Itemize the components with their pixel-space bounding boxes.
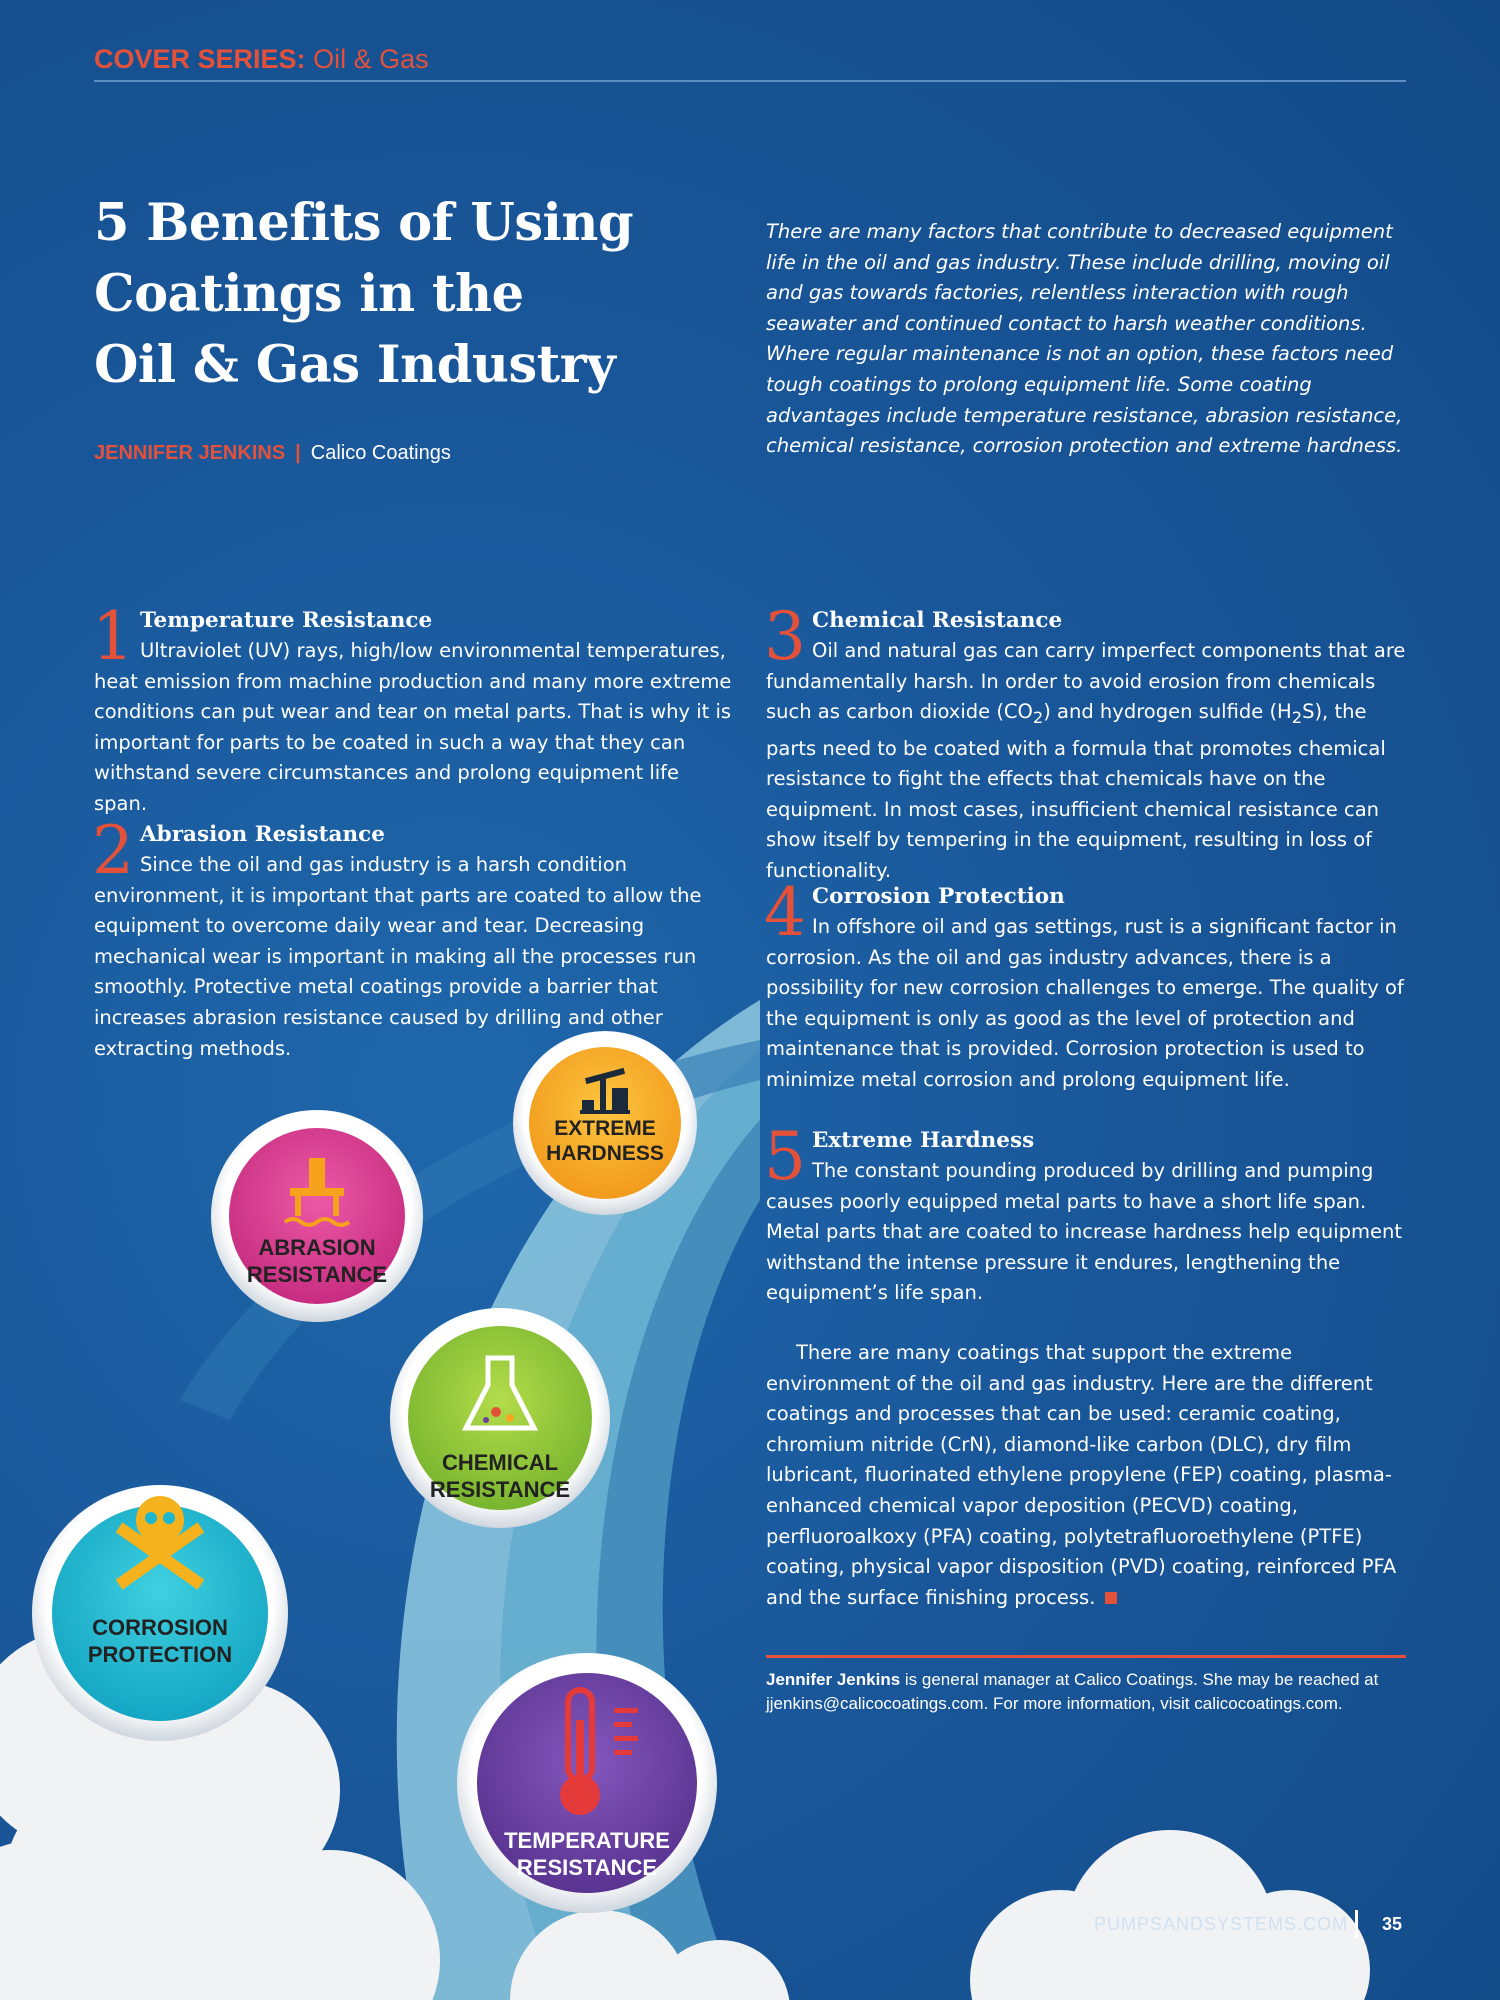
section-2	[92, 812, 734, 1064]
author-company: Calico Coatings	[310, 442, 451, 464]
series-topic: Oil & Gas	[313, 44, 429, 74]
section-heading: Chemical Resistance	[812, 608, 1063, 633]
badge-extreme-line2: HARDNESS	[546, 1142, 664, 1165]
footer-site: PUMPSANDSYSTEMS.COM	[1094, 1914, 1349, 1934]
badge-extreme-line1: EXTREME	[554, 1117, 656, 1140]
section-3	[764, 598, 1406, 887]
badge-abrasion-resistance	[211, 1110, 423, 1322]
badge-chemical-line2: RESISTANCE	[429, 1477, 571, 1502]
section-number: 1	[92, 598, 134, 675]
section-heading: Corrosion Protection	[812, 884, 1065, 909]
section-number: 5	[764, 1118, 806, 1195]
title-line-2: Coatings in the	[94, 264, 524, 324]
bio-name: Jennifer Jenkins	[766, 1670, 901, 1689]
author-name: JENNIFER JENKINS	[94, 442, 286, 464]
author-bio	[766, 1668, 1406, 1716]
badge-corrosion-line2: PROTECTION	[87, 1642, 233, 1667]
title-line-3: Oil & Gas Industry	[94, 335, 616, 395]
badge-corrosion-protection	[32, 1485, 288, 1741]
badge-temperature-resistance	[457, 1653, 717, 1913]
bio-rule	[766, 1655, 1406, 1658]
section-body: The constant pounding produced by drilling and pumping causes poorly equipped metal parts to have a short life span. Metal parts that are coated to increase hardness help equipment withstand the intense pressure it endures, lengthening the equipment’s life span.	[766, 1159, 1403, 1305]
title-line-1: 5 Benefits of Using	[94, 193, 634, 253]
section-1	[92, 598, 734, 820]
closing-text: There are many coatings that support the extreme environment of the oil and gas industry. Here are the different coatings and processes that can be used: ceramic coating, chromium nitride (CrN), diamond-like carbon (DLC), dry film lubricant, fluorinated ethylene propylene (FEP) coating, plasma-enhanced chemical vapor deposition (PECVD) coating, perfluoroalkoxy (PFA) coating, polytetrafluoroethylene (PTFE) coating, physical vapor disposition (PVD) coating, reinforced PFA and the surface finishing process.	[766, 1341, 1397, 1609]
bio-text: is general manager at Calico Coatings. She may be reached at jjenkins@calicocoatings.com. For more information, visit calicocoatings.com.	[766, 1670, 1379, 1713]
badge-abrasion-line1: ABRASION	[258, 1235, 376, 1260]
header-rule	[94, 80, 1406, 82]
series-label: COVER SERIES:	[94, 44, 306, 74]
section-heading: Extreme Hardness	[812, 1128, 1035, 1153]
byline-separator: |	[295, 442, 301, 464]
section-number: 2	[92, 812, 134, 889]
footer-divider	[1355, 1910, 1358, 1938]
section-heading: Abrasion Resistance	[140, 822, 385, 847]
closing-paragraph	[766, 1338, 1406, 1613]
page-number: 35	[1382, 1914, 1403, 1934]
article-title	[94, 188, 714, 401]
section-body-part-3: S), the parts need to be coated with a formula that promotes chemical resistance to fight the effects that chemicals have on the equipment. In most cases, insufficient chemical resistance can show itself by tempering in the equipment, resulting in loss of functionality.	[766, 700, 1386, 883]
subscript: 2	[1032, 708, 1044, 728]
series-header	[94, 44, 429, 75]
section-body-part-2: ) and hydrogen sulfide (H	[1043, 700, 1292, 724]
badge-temperature-line1: TEMPERATURE	[504, 1828, 670, 1853]
badge-chemical-line1: CHEMICAL	[441, 1450, 559, 1475]
byline	[94, 442, 451, 465]
end-mark	[1105, 1592, 1117, 1604]
section-body: Ultraviolet (UV) rays, high/low environmental temperatures, heat emission from machine production and many more extreme conditions can put wear and tear on metal parts. That is why it is important for parts to be coated in such a way that they can withstand severe circumstances and prolong equipment life span.	[94, 639, 732, 815]
badge-abrasion-line2: RESISTANCE	[246, 1262, 388, 1287]
section-body: In offshore oil and gas settings, rust is a significant factor in corrosion. As the oil and gas industry advances, there is a possibility for new corrosion challenges to emerge. The quality of the equipment is only as good as the level of protection and maintenance that is provided. Corrosion protection is used to minimize metal corrosion and prolong equipment life.	[766, 915, 1404, 1091]
article-intro: There are many factors that contribute to decreased equipment life in the oil and gas industry. These include drilling, moving oil and gas towards factories, relentless interaction with rough seawater and continued contact to harsh weather conditions. Where regular maintenance is not an option, these factors need tough coatings to prolong equipment life. Some coating advantages include temperature resistance, abrasion resistance, chemical resistance, corrosion protection and extreme hardness.	[766, 220, 1403, 458]
badge-corrosion-line1: CORROSION	[92, 1615, 228, 1640]
subscript: 2	[1291, 708, 1303, 728]
section-heading: Temperature Resistance	[140, 608, 433, 633]
section-number: 4	[764, 874, 806, 951]
section-5	[764, 1118, 1406, 1309]
badge-chemical-resistance	[390, 1308, 610, 1528]
badge-temperature-line2: RESISTANCE	[516, 1855, 658, 1880]
section-body: Since the oil and gas industry is a harsh condition environment, it is important that parts are coated to allow the equipment to overcome daily wear and tear. Decreasing mechanical wear is important in making all the processes run smoothly. Protective metal coatings provide a barrier that increases abrasion resistance caused by drilling and other extracting methods.	[94, 853, 702, 1060]
section-4	[764, 874, 1406, 1096]
section-number: 3	[764, 598, 806, 675]
section-body-part-1: Oil and natural gas can carry imperfect components that are fundamentally harsh. In order to avoid erosion from chemicals such as carbon dioxide (CO	[766, 639, 1406, 724]
